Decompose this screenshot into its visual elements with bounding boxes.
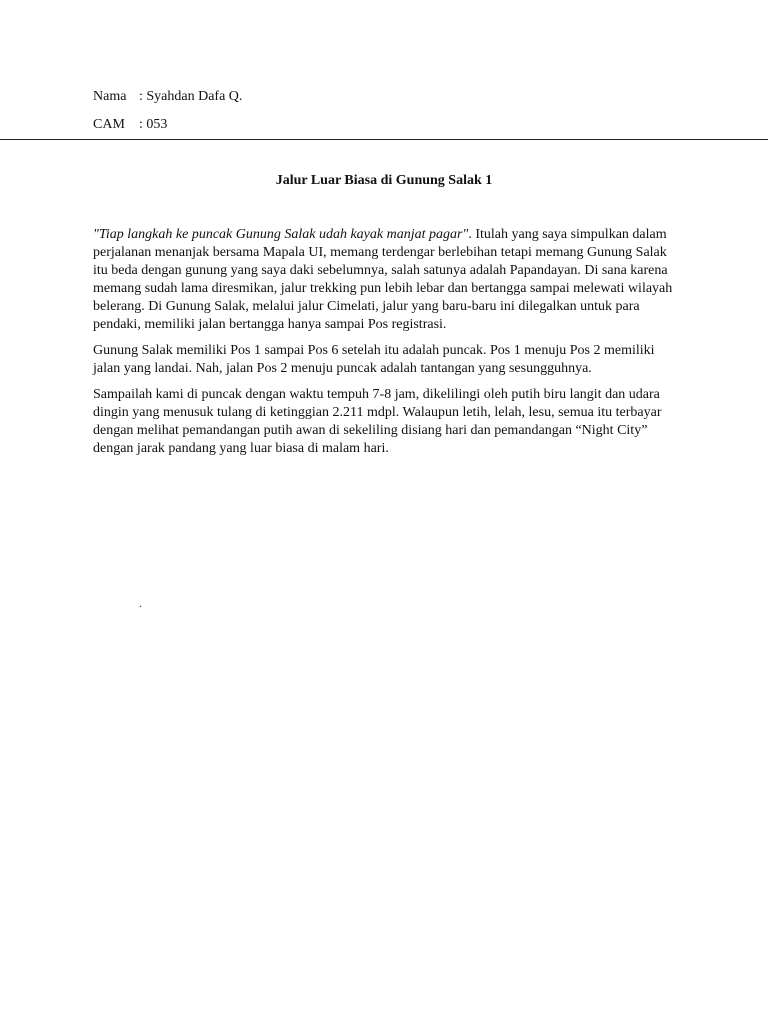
nama-label: Nama — [93, 89, 127, 104]
header-divider — [0, 139, 768, 140]
nama-separator: : — [139, 89, 147, 104]
paragraph-2: Gunung Salak memiliki Pos 1 sampai Pos 6 setelah itu adalah puncak. Pos 1 menuju Pos 2 memiliki jalan yang landai. Nah, jalan Pos 2 menuju puncak adalah tantangan yang sesungguhnya. — [93, 343, 655, 376]
paragraph-3: Sampailah kami di puncak dengan waktu tempuh 7-8 jam, dikelilingi oleh putih biru langit dan udara dingin yang menusuk tulang di ketinggian 2.211 mdpl. Walaupun letih, lelah, lesu, semua itu terbayar dengan melihat pemandangan putih awan di sekeliling disiang hari dan pemandangan “Night City” dengan jarak pandang yang luar biasa di malam hari. — [93, 387, 662, 456]
nama-value: Syahdan Dafa Q. — [146, 89, 243, 104]
document-body — [93, 226, 678, 466]
cam-label: CAM — [93, 117, 125, 132]
cam-row — [93, 116, 167, 134]
stray-mark: . — [139, 596, 142, 610]
cam-separator: : — [139, 117, 147, 132]
cam-value: 053 — [146, 117, 168, 132]
opening-quote: "Tiap langkah ke puncak Gunung Salak udah kayak manjat pagar" — [93, 227, 469, 242]
paragraph-1-text: . Itulah yang saya simpulkan dalam perjalanan menanjak bersama Mapala UI, memang terdengar berlebihan tetapi memang Gunung Salak itu beda dengan gunung yang saya daki sebelumnya, salah satunya adalah Papandayan. Di sana karena memang sudah lama diresmikan, jalur trekking pun lebih lebar dan bertangga sampai melewati wilayah belerang. Di Gunung Salak, melalui jalur Cimelati, jalur yang baru-baru ini dilegalkan untuk para pendaki, memiliki jalan bertangga hanya sampai Pos registrasi. — [93, 227, 673, 332]
paragraph-1 — [93, 226, 678, 334]
nama-row — [93, 88, 242, 106]
document-title: Jalur Luar Biasa di Gunung Salak 1 — [275, 173, 493, 188]
